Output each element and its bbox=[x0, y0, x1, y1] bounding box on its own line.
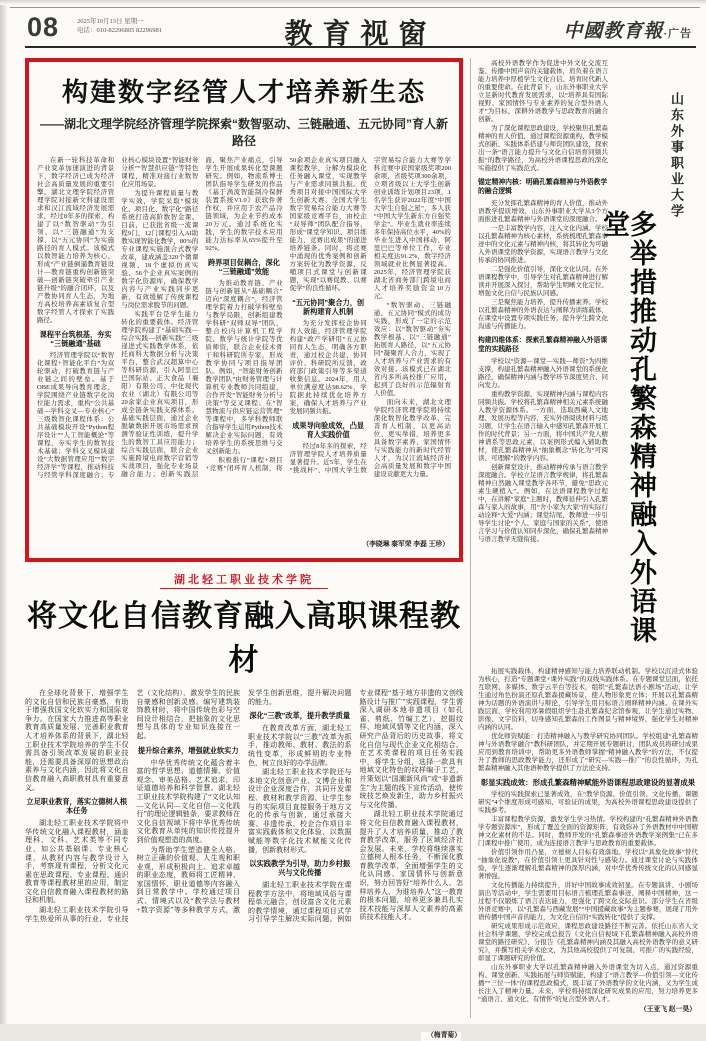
paragraph: 学校以“资源—课堂—实践—师资”为四维支撑，构建孔繁森精神融入外语课堂的系统化路径，确保精神内涵与教学环节深度契合、同向发力。 bbox=[478, 358, 608, 389]
paragraph: 创新课堂设计，推动精神传承与语言教学深度融合。学校立足语言教学规律，将孔繁森精神自然融入课堂教学各环节，避免“思政元素生硬植入”。例如，在法语课程教学过程中，在讲解“家庭”主题时，教师延伸引入孔繁森与家人的故事，用“舍小家为大家”的实际行动诠释“大爱”内涵；课堂结尾，教师进一步引导学生讨论“个人、家庭与国家的关系”，使语言学习与价值认知同步深化，确保孔繁森精神与语言教学无缝衔接。 bbox=[478, 464, 608, 543]
scan-edge-left bbox=[0, 0, 7, 1024]
subhead: 锚定精神内核：明确孔繁森精神与外语教学的融合逻辑 bbox=[478, 179, 608, 195]
paragraph: 三是聚焦能力培养，提升传播素养。学校以孔繁森精神的外语表达与阐释为训练载体，在课堂中设置专项实践任务，提升学生跨文化沟通与传播能力。 bbox=[478, 299, 608, 330]
top-rule bbox=[10, 7, 700, 8]
paragraph: 湖北轻工职业技术学院将中华传统文化融入课程教材，涵盖理科、文科、艺术类等不同专业，如公共基础课、专业核心课，从教材内容与教学设计入手，考察现有课程，分析文化元素在思政课程、专业课程、通识教育等课程教材里的应用，制定文化自信教育融入课程教材的路径和机制。 bbox=[25, 819, 129, 905]
issue-phone: 电话：010-82296805 82296981 bbox=[77, 27, 163, 34]
paragraph: 湖北轻工职业技术学院通过将文化自信教育融入课程教材，提升了人才培养质量，推动了教育教学改革，服务了区域经济社会发展。未来，学校将继续落实立德树人根本任务，不断深化教育教学改革，全面增强学生的文化认同感、家国情怀与创新意识，努力回答好“培养什么人、怎样培养人、为谁培养人”这一教育的根本问题，培养更多兼具扎实技术技能与深厚人文素养的高素质技术技能人才。 bbox=[359, 810, 463, 922]
subhead: 彰显实践成效：形成孔繁森精神赋能外语课程思政建设的显著成果 bbox=[480, 778, 696, 787]
right-article-fullwidth bbox=[478, 668, 698, 1014]
right-article-headline-vertical: 多举措推动孔繁森精神融入外语课堂 bbox=[599, 210, 656, 645]
main-subtitle: ——湖北文理学院经济管理学院探索“数智驱动、三链融通、五元协同”育人新路径 bbox=[39, 117, 448, 148]
bottom-headline: 将文化自信教育融入高职课程教材 bbox=[27, 600, 461, 677]
subhead: 成果导向验成效，凸显育人实践价值 bbox=[292, 421, 365, 439]
paragraph: 为帮助学生塑造健全人格、树立正确的价值观、人生观和职业观，形成积极向上、追求卓越的职业态度，教师将工匠精神、家国情怀、职业道德等内容融入到日常教学中。学校通过项目式、情境式以及“教学法与教材+数字资源”等多种教学方式，激发学生创新思维，提升解决问题的能力。 bbox=[136, 689, 352, 914]
paragraph: 一是丰富教学内容，注入文化内涵。学校以孔繁森精神为核心素材，系统梳理孔繁森事迹中的文化元素与精神内核，将其转化为可融入外语课堂的教学资源，实现语言教学与文化传承的协同推进。 bbox=[478, 225, 608, 264]
masthead-logo bbox=[563, 16, 692, 43]
bottom-kicker-text: 湖北轻工职业技术学院 bbox=[160, 571, 328, 589]
issue-date: 2025年10月13日 星期一 bbox=[77, 18, 144, 25]
paragraph: 山东外事职业大学以孔繁森精神融入外语课堂为切入点，通过资源重构、课堂创新、实践拓展与师资赋能，构建了“语言教学—价值引领—文化传播”“三位一体”的课程思政模式，既丰富了外语教学的文化内涵，又为学生成长注入了精神力量。未来，学校将持续深化研究成果的应用，努力培养更多“通语言、通文化、有情怀”的复合型外语人才。 bbox=[478, 964, 698, 1003]
paragraph: 为提升课程质量与教学实效，学院采取“模块化、项目化、数字化”路径系统打造高阶数智金课。目前，已获批省级一流课程9门，12门课程引入AI助教实现智能化教学，80%的专业课程实施混合式教学改革，建成涵盖320个微课视频、18个虚拟仿真实验、56个企业真实案例的数字化资源库，确保教学内容与产业实践同步更新，有效缓解了传统课程与岗位需求脱节的问题。 bbox=[121, 190, 199, 309]
paragraph: 为了深化课程思政建设，学校聚焦孔繁森精神的育人价值，通过课程资源重构、教学模式创新、实践体系搭建与师资团队建设，探索出一条“语言能力提升与文化自信培育同频共振”的教学路径，为高校外语课程思政的深化实施提供了实践范式。 bbox=[478, 125, 608, 172]
paragraph: 价值引领作用凸显，立德树人目标有效落地。学校以“具象化故事”替代“抽象化说教”，在价值引领上更具针对性与感染力。通过课堂讨论与实践体验，学生逐渐理解孔繁森精神的深厚内涵，对中华优秀传统文化的认同感显著增强。 bbox=[478, 849, 698, 880]
subhead: 提升综合素养，增强就业软实力 bbox=[137, 745, 239, 755]
paragraph: 湖北轻工职业技术学院引导学生热爱所从事的行业、专业技艺（文化结构），激发学生的民族自豪感和创新灵感。编写建筑装饰教材时，将中国传统色彩与空间设计相结合，把抽象的文化思想与具体的专业知识连接在一起。 bbox=[25, 689, 240, 923]
paragraph: 湖北轻工职业技术学院还与本地文化创意产业、文博企业和设计企业深度合作，共同开发课程、教材和教学资源，让学生参与的实际项目直接服务于地方文化的传承与创新，通过承接大赛、非遗传承、校企合作项目丰富实践载体和文化体验，以数据赋能等数字化技术赋能文化传播，创新教材形式。 bbox=[248, 768, 352, 854]
paragraph: 重构教学资源，实现精神内涵与课程内容同频共振。学校将孔繁森精神相关元素系统融入教学资源体系。一方面，选取西藏人文地理、发展历程等内容，充实外语阅读材料与练习题，让学生在语言输入中感知孔繁森开展工作的时代背景；另一方面，将中国共产党人精神谱系等思政元素，以案例形式编入辅助教材，使孔繁森精神从“抽象概念”转化为“可阅读、可理解”的教学内容。 bbox=[478, 391, 608, 462]
paragraph: 研究成果形成示范效应，课程思政建设路径不断完善。依托山东省人文社会科学课题，学校完成总报告《文化自信视域下孔繁森精神融入高校外语课堂的路径研究》、分报告《孔繁森精神内涵及其融入高校外语教学的意义研究》，并撰写相关学术论文，为其他高校提供了可复制、可推广的实践经验，彰显了课题研究的价值。 bbox=[478, 923, 698, 962]
paragraph: “数智驱动、三链融通、五元协同”模式的成功实践，形成了一定的示范效应：以“数智驱动”夯实教学根基、以“三链融通”拓展育人路径、以“五元协同”凝聚育人合力，实现了人才培养与产业需求的有效对接。该模式已在湖北省内多所高校推广应用，起到了良好的示范辐射育人价值。 bbox=[373, 302, 451, 397]
masthead-name: 中國教育報 bbox=[563, 21, 664, 42]
subhead: 立足职业教育，落实立德树人根本任务 bbox=[26, 797, 128, 816]
bottom-article-body bbox=[25, 689, 463, 1041]
paragraph: 文化传播能力持续提升，讲好中国故事成效初显。在专题演讲、小剧场演出等活动中，学生需要用目标语言梳理孔繁森事迹、阐释中国精神，这一过程不仅锻炼了语言表达能力，更强化了跨文化交际意识。部分学生在省级外语竞赛中，以“孔繁森与西藏发展”“中国援藏故事”为主题参赛，展现了用外语传播中国声音的能力，为文化自信的“实践转化”提供了支撑。 bbox=[478, 882, 698, 921]
right-article-top bbox=[478, 58, 698, 664]
bottom-article-byline: （梅青菊） bbox=[421, 1032, 461, 1041]
paragraph: 面向未来，湖北文理学院经济管理学院将持续深化数智化教学改革，完善育人机制，以更高站位、更实举措，培养更多具备数字素养、家国情怀与实践能力的新时代经管人才，为汉江流域经济社会高质量发展和数字中国建设贡献更大力量。 bbox=[373, 399, 451, 478]
subhead: 深化“三教”改革，提升教学质量 bbox=[249, 711, 351, 721]
section-title: 教育视窗 bbox=[284, 19, 437, 50]
masthead-suffix: ·广告 bbox=[663, 28, 692, 40]
paragraph: 湖北轻工职业技术学院在课程教学方法中，将地域风俗与课程单元融合，创设富含文化元素的教学情境，通过课程项目式学习引导学生解决实际问题。例如专业课程“基于地方非遗的文创线路设计与推广”实践课程，学生需深入调研本地非遗项目（如孔雀、剪纸、竹编工艺），挖掘纹样、地域风情等文化内涵，深入研究产品背后的历史故事，将文化自信与现代企业文化相结合。在艺术类课程的项目任务实践中，将学生分组，选择一款具有地域文化特色的纹样编于工艺，并策划以“国潮新风尚”或“非遗新生”为主题的线下宣传活动，使传统技艺焕发新生，助力乡村振兴与文化传播。 bbox=[248, 689, 463, 924]
paragraph: 为充分发挥校企协同育人效能，经济管理学院构建“政产学研用”五元协同育人生态，明确各方职责，通过校企共建、协同评价、科研院所反馈、政府部门政策引导等多渠道收集信息。2024年，用人单位满意度达98.62%，学院据此持续优化培养方案，确保人才培养与产业发展同频共振。 bbox=[289, 320, 367, 415]
page-header bbox=[25, 12, 696, 48]
paragraph: 充分发挥孔繁森精神的育人价值，推动外语教学提质增效，山东外事职业大学从3个方面推进孔繁森精神与外语课堂的深度融合。 bbox=[478, 200, 608, 223]
subhead: 构建四维体系：探索孔繁森精神融入外语课堂的实践路径 bbox=[478, 337, 608, 353]
right-article-column bbox=[478, 60, 608, 660]
main-article-byline: （李晓琳 秦军荣 李磊 王珍） bbox=[356, 541, 449, 549]
bottom-article-kicker bbox=[25, 570, 463, 589]
subhead: 课程平台筑根基，夯实“三链融通”基础 bbox=[39, 330, 112, 348]
paragraph: 中华优秀传统文化蕴含着丰富的哲学思想、道德情操、价值观念、审美品格、艺术追求，印证道德培养和科学智慧。湖北轻工职业技术学院构建了“文化认知—文化认同—文化自信—文化践行”的理论逻辑链条，要求教师在文化自信视域下将中华优秀传统文化教育从单纯的知识传授提升到价值观塑造的高度。 bbox=[136, 758, 240, 844]
paragraph: 为推动教育链、产业链与创新链从“基础耦合”迈向“深度耦合”，经济管理学院着力打破学科壁垒与教学局限，创新组建教学科研“双师双导”团队，整合校内计算机工程学院、数学与统计学院等优质师资，联合企业技术骨干和科研院所专家，形成教学协同与项目指导团队。例如，“智能财务创新教学团队”由财务管理与计算机专业教师共同组建，合作开发“智能财务分析与决策”等交叉课程；在“智慧物流与供应链运营管理”等课程中，多学科教师联合指导学生运用Python技术解决企业实际问题，有效培养学生的系统思维与交叉创新能力。 bbox=[205, 280, 283, 455]
paragraph: 拓展实践载体，构建精神感知与能力培养联动机制。学校以沉浸式体验为核心，打造“专题课堂+课外实践”的双线实践体系。在专题课堂层面，依托互联网、多媒体、数字云平台等技术，组织“孔繁森法语小剧场”活动，让学生通过角色扮演还原孔繁森援藏场景，使人物形象更立体；开展以孔繁森精神为话题的外语演讲与辩论，引导学生用目标语言阐释精神内涵。在课外实践层面，学校利用寒暑假组织学生赴孔繁森纪念馆参观，让学生通过实物、影像、文字资料，切身感知孔繁森的工作图景与精神境界，强化学生对精神内涵的认同。 bbox=[478, 668, 698, 731]
paragraph: 在新一轮科技革命和产业变革加速演进的背景下，数字经济已成为经济社会高质量发展的重要引擎。湖北文理学院经济管理学院对接新文科建设需求和汉江流域经济发展需求，经过8年多的探索，构建了以“数智驱动”为引领、以“三链融通”为支撑、以“五元协同”为实施路径的育人模式。该模式以数智能力培养为核心，形成“产业链倒逼教育链设计—教育链重构创新链突破—创新链突破牵引产业链升级”的融合闭环，以及产教协同育人生态，为地方高校培养高素质复合型数字经管人才探索了实践路径。 bbox=[37, 157, 115, 324]
paragraph: 经过8年多的探索，经济管理学院人才培养质量显著提升。近5年，学生在“挑战杯”、中国大学生数字贸易综合能力大赛等学科竞赛中获国家级奖项200余项、省级奖项300余项，立项省级以上大学生创新创业训练计划项目23项，1名学生获评2022年度“中国大学生自强之星”，多人获“中国大学生新东方自强奖学金”。毕业生就业率连续多年保持高位水平，40%的毕业生进入中国移动、阿里巴巴等单位工作，专业相关度达91.2%，数字经济领域就业比例显著提高。2025年，经济管理学院获湖北省商务部门跨境电商人才培养奖励资金10万元。 bbox=[289, 157, 451, 474]
bottom-article bbox=[25, 570, 463, 1040]
scan-edge-top bbox=[0, 0, 706, 5]
paragraph: 在全球化背景下，增强学生的文化自信和民族自豪感，有助于增强我国文化软实力和国际竞争力。在国家大力推进高等职业教育高质量发展、完善职业教育人才培养体系的背景下，湖北轻工职业技术学院培养的学生不仅需具备引领改革发展的职业技能，还需要具备深厚的思想政治素养与文化内涵，因此将文化自信教育融入高职教材具有重要意义。 bbox=[25, 689, 129, 792]
right-article-kicker-vertical: 山东外事职业大学 bbox=[669, 92, 684, 220]
main-article-redbox bbox=[25, 58, 463, 562]
main-article-body bbox=[37, 157, 451, 549]
paragraph: 在教育改革方面，湖北轻工职业技术学院以“三教”改革为抓手，推动教师、教材、教法的系统性变革，形成鲜明的专业特色，树立良好的办学品牌。 bbox=[248, 724, 352, 767]
paragraph: 丰富课程教学资源，激发学生学习热情。学校构建的“孔繁森精神外语教学专题资源库”，形成了覆盖全面的资源矩阵，有效弥补了外语教材中中国精神文化素材的不足。同时，教师开发的“孔繁森事迹外语教学案例集”已在多门课程中推广使用，成为连接语言教学与思政教育的重要载体。 bbox=[478, 816, 698, 847]
main-headline: 构建数字经管人才培养新生态 bbox=[61, 77, 426, 107]
subhead: “五元协同”聚合力，创新构建育人机制 bbox=[292, 298, 365, 316]
paragraph: 高校外语教学作为促进中外文化交流互鉴、传播中国声音的关键载体，肩负着在语言能力培养中厚植学生文化自信、培育时代新人的重要使命。在此背景下，山东外事职业大学立足新时代教育发展需求，以“培养具有国际视野、家国情怀与专业素养的复合型外语人才”为目标，深耕外语教学与思政教育的融合创新。 bbox=[478, 60, 608, 123]
paragraph: 经济管理学院以“数智化课程+智能化平台”为双轮驱动，打破教育链与产业链之间的壁垒。基于OBE成果导向教育理念，学院围绕产业链数字化岗位能力需求，重构“公共基础—学科交叉—专业核心”三级数智化课程体系：公共基础模块开设“Python程序设计”“人工智能概论”等课程，夯实学生的数智技术基础；学科交叉模块建设“大数据管理应用”“数字经济学”等课程，推动科技与经管学科深度融合；专业核心模块设置“智能财务分析”“智慧供应链”等特色课程，精准对接行业数智化应用场景。 bbox=[37, 157, 199, 479]
right-article bbox=[470, 58, 698, 1018]
paragraph: 实践平台是学生能力转化的重要载体。经济管理学院构建了“基础实践—综合实践—创新实践”三级递进式实践教学体系，依托商科大数据分析与决策平台，整合武汉超算中心等科研资源，引入阿里巴巴国际站、正大食品（襄阳）有限公司、中化现代农业（湖北）有限公司等20余家企业真实项目，形成全链条实践支撑体系。基础实践层面，通过企业脱敏数据开展市场需求预测等验证性训练，提升学生的数智工具应用能力；综合实践层面，联合企业实施跨境电商数字营销等实战项目，强化专业场景融合能力；创新实践层面，聚焦产业痛点，引导学生开展成果转化型课题研究。例如，物流系博士团队指导学生研发的作品《基于涡流智能制冷保鲜装置系统V1.0》获软件著作权，并应用于农产品冷链领域，为企业节约成本20万元。通过系统化实践，学生的数字技术应用能力达标率从65%提升至92%。 bbox=[121, 157, 283, 478]
paragraph: 优化师资赋能：打造精神融入与教学研究协同团队。学校组建“孔繁森精神与外语教学融合”教科研团队，并定期开展专题研讨，团队成员将研讨成果应用到教育培训中，帮助更多外语教师掌握“精神融入教学”的方法，不仅提升了教师的思政教学能力，还形成了“研究—实践—推广”的良性循环，为孔繁森精神融入其他语种教学提供了方法论支持。 bbox=[478, 733, 698, 772]
paragraph: 二是强化价值引导，深化文化认同。在外语课程教学中，引导学生对孔繁森精神进行解读并开展深入探讨，帮助学生明晰文化定位、增强文化自信与民族认同感。 bbox=[478, 266, 608, 297]
paragraph: 学校的实践探索已显著成效，在“教学资源、价值引领、文化传播、课题研究”4个维度形成可感知、可验证的成果，为高校外语课程思政建设提供了实践参考。 bbox=[478, 791, 698, 814]
subhead: 以实践教学为引导，助力乡村振兴与文化传播 bbox=[249, 859, 351, 878]
right-article-byline: （王亚飞 赵一昊） bbox=[634, 1006, 696, 1014]
page-number: 08 bbox=[27, 12, 60, 42]
subhead: 跨界项目促耦合，深化“三链融通”效能 bbox=[208, 258, 280, 276]
paragraph: 积极推行“课程+项目+竞赛”闭环育人机制，将50余项企业真实项目融入课程教学，分解为模块化任务融入课堂，实现教学与产业需求同频共振。优秀项目对接中国国际大学生创新大赛、全国大学生数字贸易综合能力大赛等国家级竞赛平台，由校企“双导师”团队配合指导，形成“课堂学知识、项目练能力、竞赛出成果”的递进培养链条。同时，将竞赛中涌现的优秀案例和创新方案转化为教学资源，反哺项目式课堂与创新课题，实现“以赛促教、以赛促学”的良性循环。 bbox=[205, 157, 367, 472]
